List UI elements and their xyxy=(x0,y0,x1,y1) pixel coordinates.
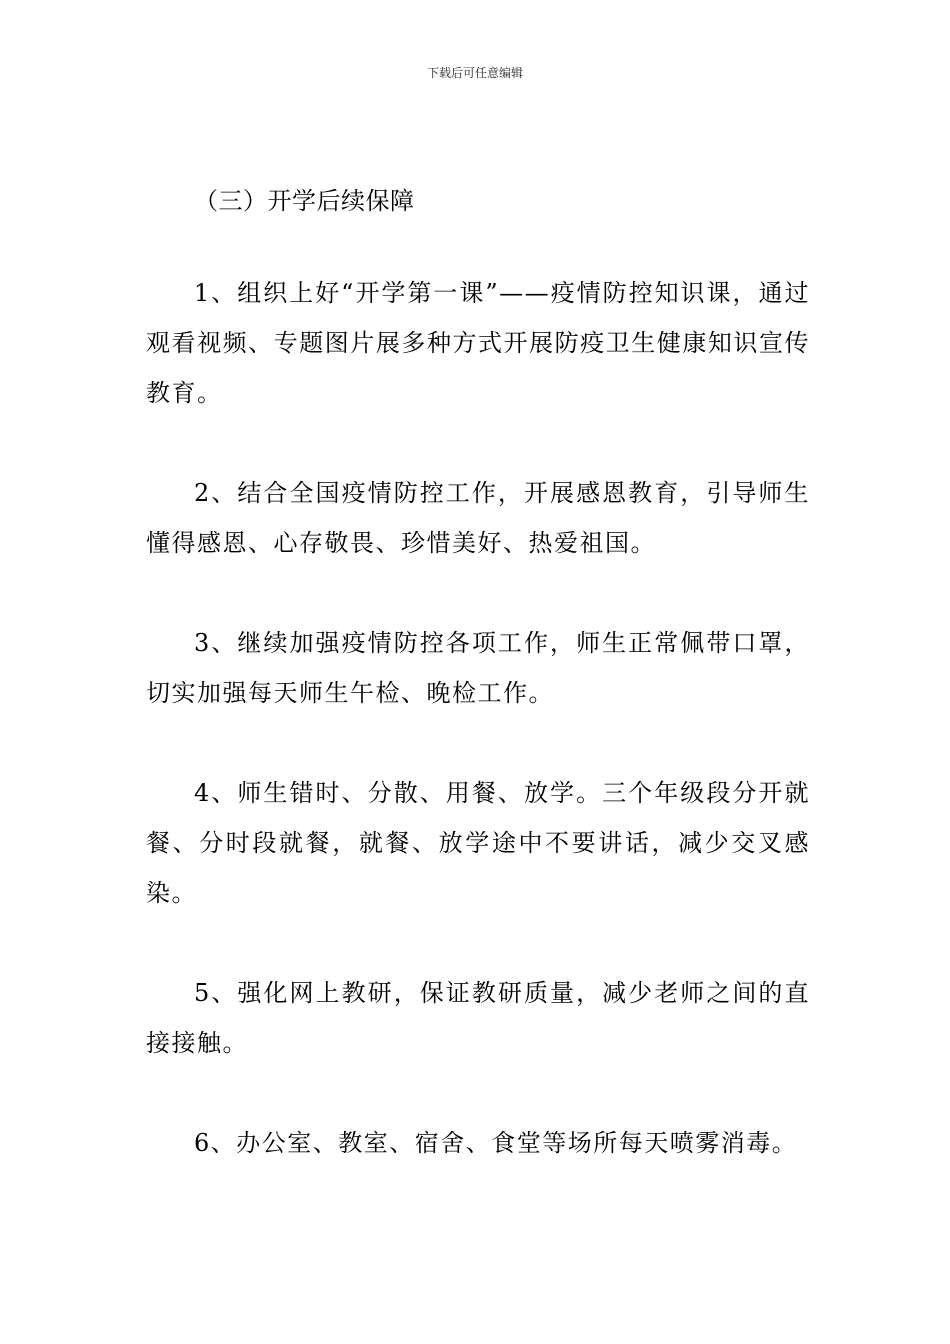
paragraph-5: 5、强化网上教研，保证教研质量，减少老师之间的直接接触。 xyxy=(146,979,810,1057)
paragraph-1: 1、组织上好“开学第一课”——疫情防控知识课，通过观看视频、专题图片展多种方式开展防疫卫生健康知识宣传教育。 xyxy=(146,279,810,407)
paragraph-3: 3、继续加强疫情防控各项工作，师生正常佩带口罩，切实加强每天师生午检、晚检工作。 xyxy=(146,629,810,707)
paragraph-2: 2、结合全国疫情防控工作，开展感恩教育，引导师生懂得感恩、心存敬畏、珍惜美好、热爱祖国。 xyxy=(146,479,810,557)
paragraph-6: 6、办公室、教室、宿舍、食堂等场所每天喷雾消毒。 xyxy=(194,1129,798,1157)
document-body xyxy=(146,176,810,1218)
paragraph-4: 4、师生错时、分散、用餐、放学。三个年级段分开就餐、分时段就餐，就餐、放学途中不要讲话，减少交叉感染。 xyxy=(146,779,810,907)
section-heading: （三）开学后续保障 xyxy=(194,187,415,215)
page-header-note: 下载后可任意编辑 xyxy=(426,66,523,80)
